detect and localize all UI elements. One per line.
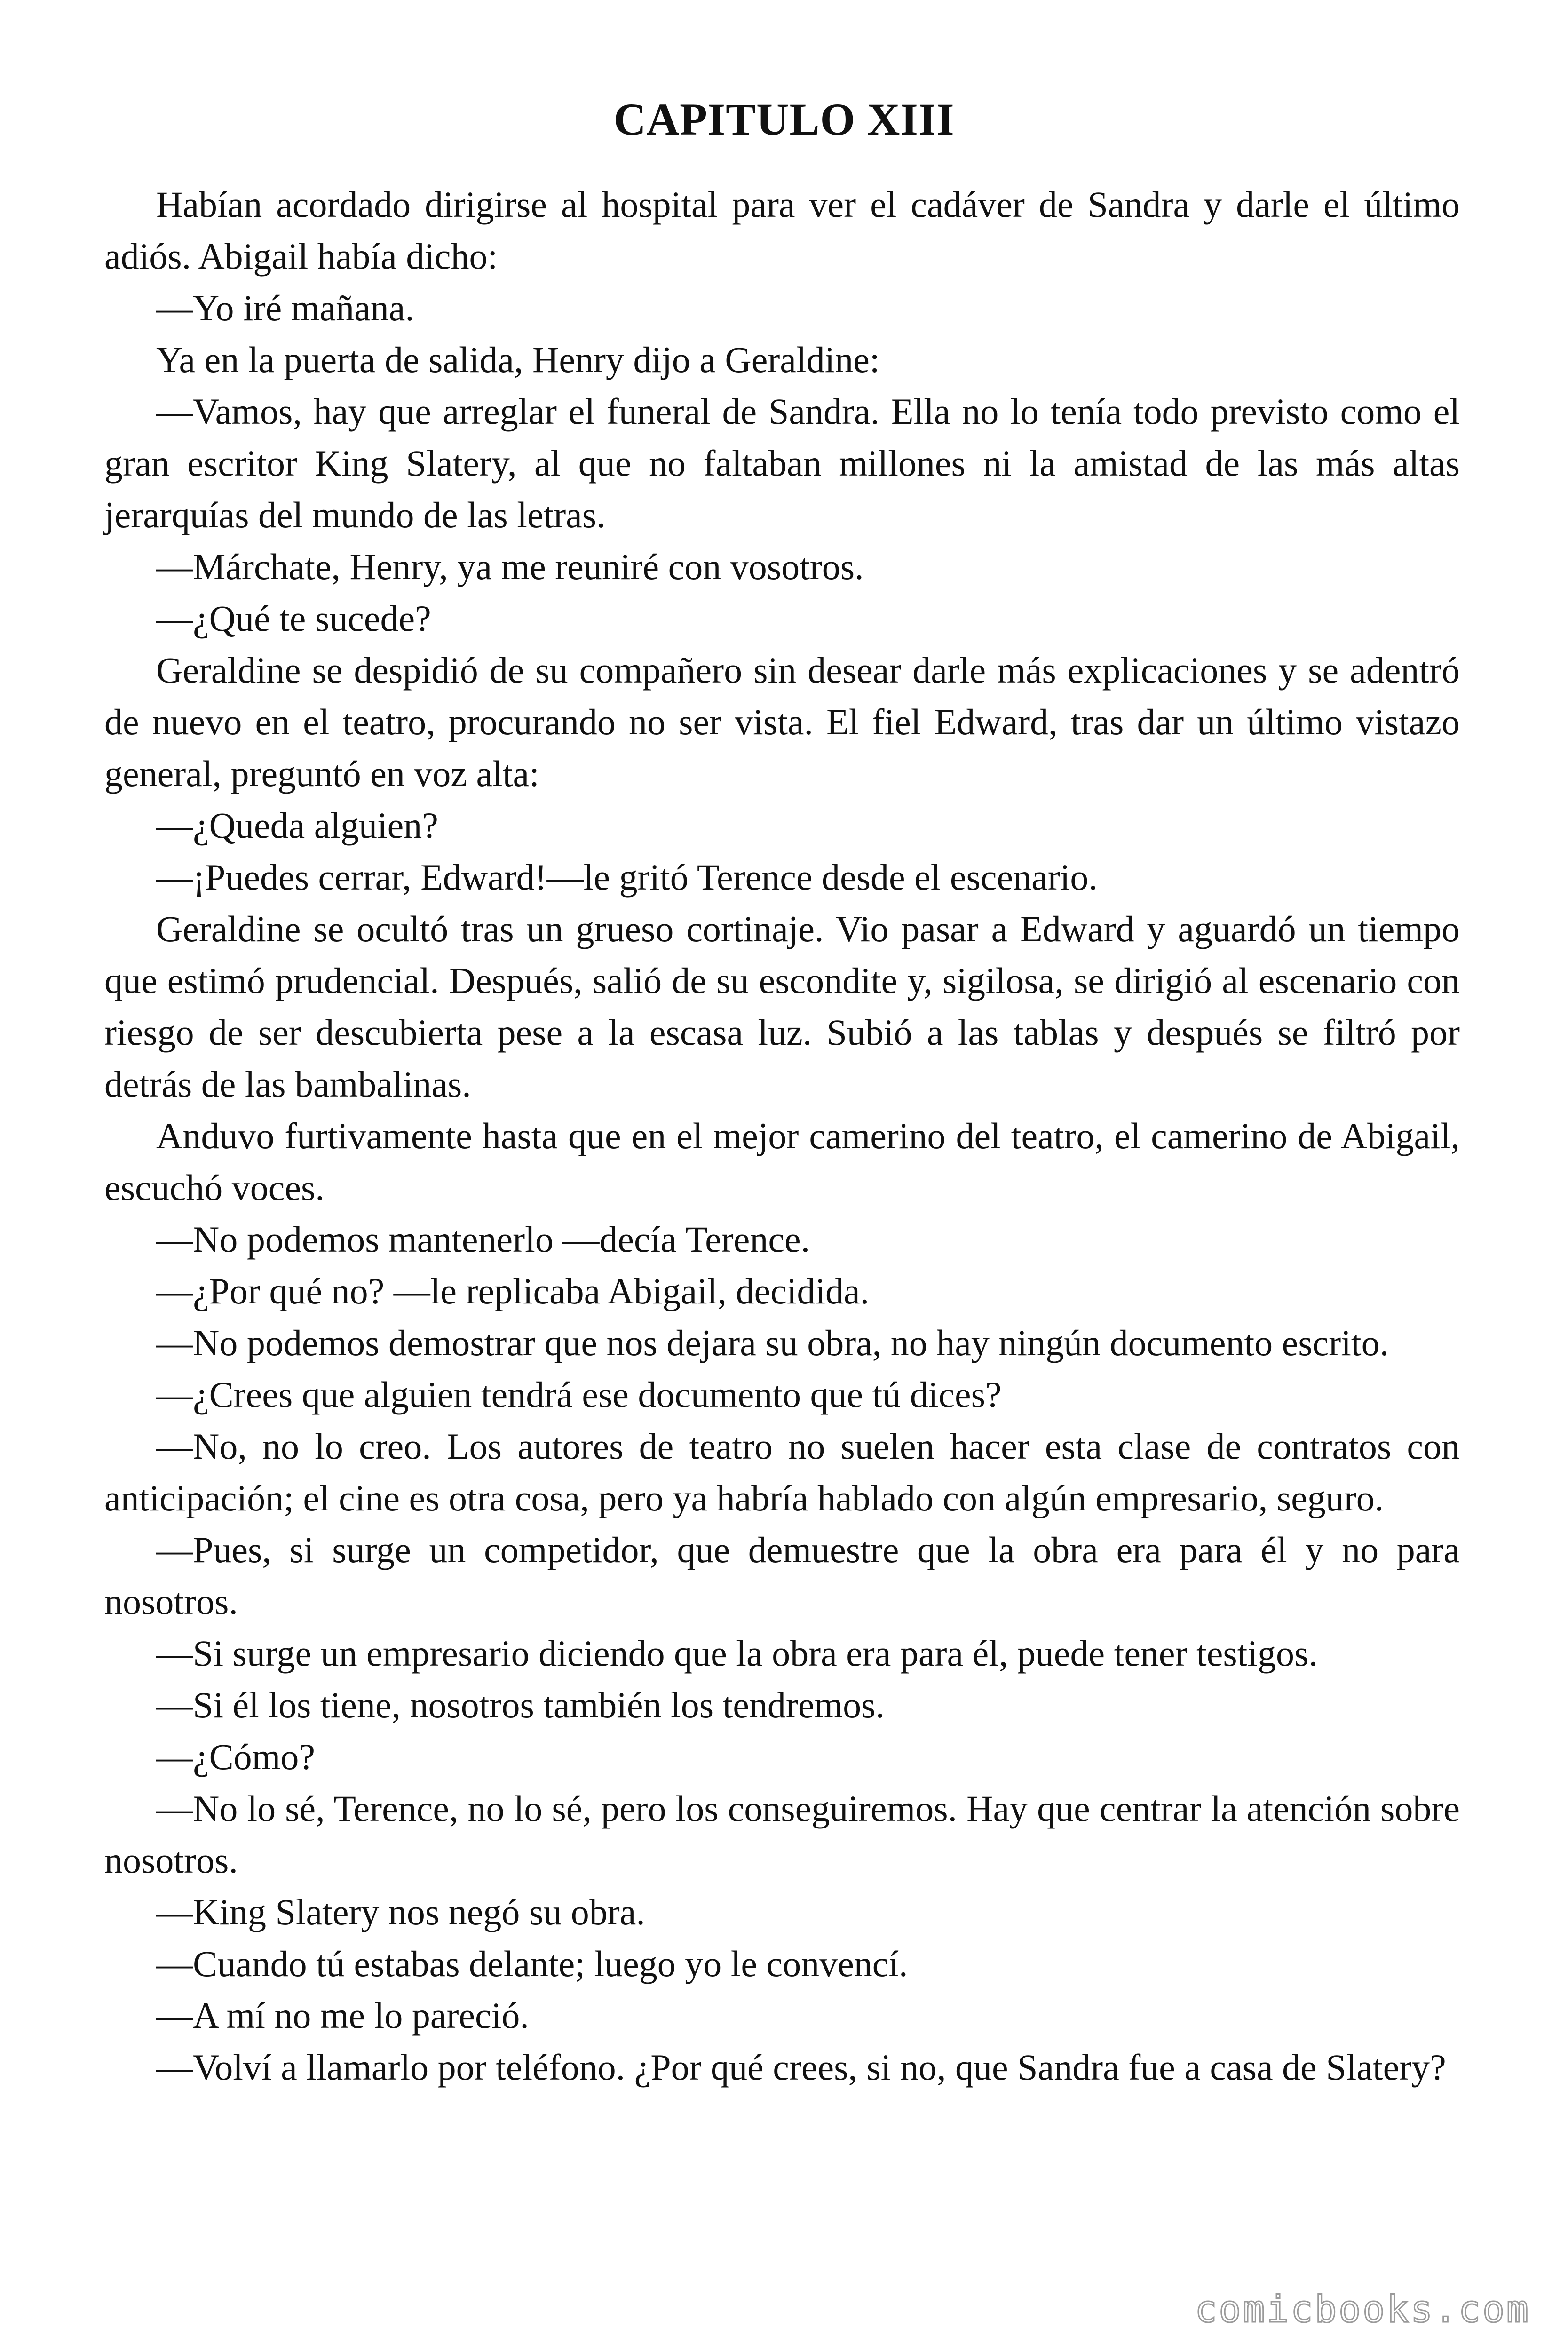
paragraph: —No, no lo creo. Los autores de teatro no suelen hacer esta clase de contratos con anticipación; el cine es otra cosa, pero ya habría hablado con algún empresario, seguro. xyxy=(104,1426,1460,1518)
paragraph: —No lo sé, Terence, no lo sé, pero los conseguiremos. Hay que centrar la atención sobre nosotros. xyxy=(104,1788,1460,1881)
paragraph: Habían acordado dirigirse al hospital para ver el cadáver de Sandra y darle el último adiós. Abigail había dicho: xyxy=(104,184,1460,277)
paragraph: Ya en la puerta de salida, Henry dijo a Geraldine: xyxy=(156,339,880,380)
paragraph: —A mí no me lo pareció. xyxy=(156,1995,529,2036)
paragraph: —No podemos mantenerlo —decía Terence. xyxy=(156,1219,810,1260)
paragraph: —Volví a llamarlo por teléfono. ¿Por qué crees, si no, que Sandra fue a casa de Slatery? xyxy=(156,2047,1446,2088)
paragraph: —Cuando tú estabas delante; luego yo le convencí. xyxy=(156,1943,908,1984)
paragraph: —Vamos, hay que arreglar el funeral de Sandra. Ella no lo tenía todo previsto como el gran escritor King Slatery, al que no faltaban millones ni la amistad de las más altas jerarquías del mundo de las letras. xyxy=(104,391,1460,535)
paragraph: —No podemos demostrar que nos dejara su obra, no hay ningún documento escrito. xyxy=(156,1322,1389,1363)
paragraph: —Yo iré mañana. xyxy=(156,287,414,328)
paragraph: Geraldine se ocultó tras un grueso cortinaje. Vio pasar a Edward y aguardó un tiempo que estimó prudencial. Después, salió de su escondite y, sigilosa, se dirigió al escenario con riesgo de ser descubierta pese a la escasa luz. Subió a las tablas y después se filtró por detrás de las bambalinas. xyxy=(104,908,1460,1104)
paragraph: —King Slatery nos negó su obra. xyxy=(156,1891,645,1932)
paragraph: —¿Cómo? xyxy=(156,1736,315,1777)
paragraph: —Pues, si surge un competidor, que demuestre que la obra era para él y no para nosotros. xyxy=(104,1529,1460,1622)
paragraph: —¿Qué te sucede? xyxy=(156,598,431,639)
paragraph: —Si surge un empresario diciendo que la obra era para él, puede tener testigos. xyxy=(156,1633,1318,1674)
paragraph: —Si él los tiene, nosotros también los tendremos. xyxy=(156,1685,885,1725)
paragraph: —¡Puedes cerrar, Edward!—le gritó Terence desde el escenario. xyxy=(156,857,1098,898)
paragraph: —¿Queda alguien? xyxy=(156,805,438,846)
paragraph: —Márchate, Henry, ya me reuniré con vosotros. xyxy=(156,546,864,587)
watermark-text: comicbooks.com xyxy=(1195,2288,1530,2331)
paragraph: —¿Por qué no? —le replicaba Abigail, decidida. xyxy=(156,1271,870,1311)
paragraph: —¿Crees que alguien tendrá ese documento que tú dices? xyxy=(156,1374,1002,1415)
chapter-body xyxy=(104,179,1460,2093)
chapter-title: CAPITULO XIII xyxy=(613,94,955,145)
paragraph: Geraldine se despidió de su compañero sin desear darle más explicaciones y se adentró de nuevo en el teatro, procurando no ser vista. El fiel Edward, tras dar un último vistazo general, preguntó en voz alta: xyxy=(104,650,1460,794)
paragraph: Anduvo furtivamente hasta que en el mejor camerino del teatro, el camerino de Abigail, escuchó voces. xyxy=(104,1115,1460,1208)
